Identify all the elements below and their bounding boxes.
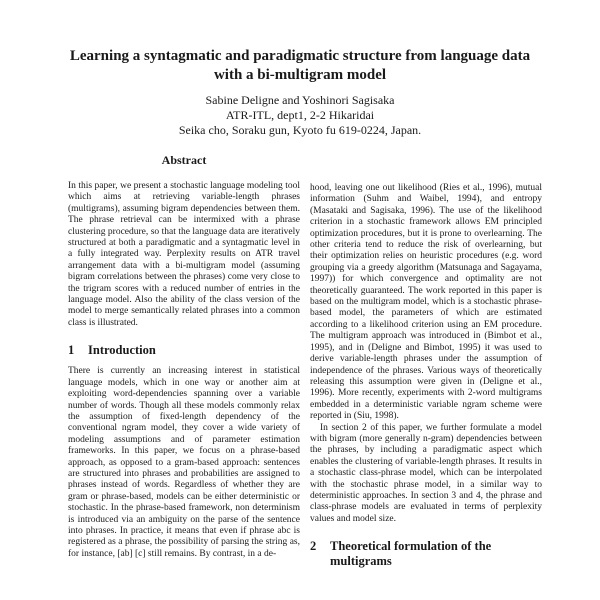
section-2-heading: [310, 539, 542, 569]
section-1-heading: [68, 343, 300, 358]
affiliation: ATR-ITL, dept1, 2-2 Hikaridai: [225, 108, 375, 122]
right-column-paragraph-2: In section 2 of this paper, we further formulate a model with bigram (more generally n-gram) dependencies between the phrases, by including a paradigmatic aspect which enables the clustering of variable-length phrases. It results in a stochastic class-phrase model, which can be interpolated with the stochastic phrase model, in a similar way to deterministic approaches. In section 3 and 4, the phrase and class-phrase models are evaluated in terms of perplexity values and model size.: [310, 422, 542, 524]
left-column: [68, 153, 300, 560]
introduction-text: There is currently an increasing interest in statistical language models, which in one way or another aim at exploiting word-dependencies spanning over a variable number of words. Though all these models commonly relax the assumption of fixed-length dependency of the conventional ngram model, they cover a wide variety of modeling assumptions and of parameter estimation frameworks. In this paper, we focus on a phrase-based approach, as opposed to a gram-based approach: sentences are structured into phrases and probabilities are assigned to phrases instead of words. Regardless of whether they are gram or phrase-based, models can be either deterministic or stochastic. In the phrase-based framework, non determinism is introduced via an ambiguity on the parse of the sentence into phrases. In practice, it means that even if phrase abc is registered as a phrase, the possibility of parsing the string as, for instance, [ab] [c] still remains. By contrast, in a de-: [68, 366, 300, 559]
abstract-heading: Abstract: [161, 153, 207, 167]
author-names: Sabine Deligne and Yoshinori Sagisaka: [205, 93, 395, 107]
author-block: [100, 93, 500, 138]
right-column: [310, 183, 542, 577]
right-column-paragraph-1: hood, leaving one out likelihood (Ries et al., 1996), mutual information (Suhm and Waibel, 1994), and entropy (Masataki and Sagisaka, 1996). The use of the likelihood criterion in a stochastic framework allows EM principled optimization procedures, but it is prone to overlearning. The other criteria tend to reduce the risk of overlearning, but their optimization relies on heuristic procedures (e.g. word grouping via a greedy algorithm (Matsunaga and Sagayama, 1997)) for which convergence and optimality are not theoretically guaranteed. The work reported in this paper is based on the multigram model, which is a stochastic phrase-based model, the parameters of which are estimated according to a likelihood criterion using an EM procedure. The multigram approach was introduced in (Bimbot et al., 1995), and in (Deligne and Bimbot, 1995) it was used to derive variable-length phrases under the assumption of independence of the phrases. Various ways of theoretically releasing this assumption were given in (Deligne et al., 1996). More recently, experiments with 2-word multigrams embedded in a deterministic variable ngram scheme were reported in (Siu, 1998).: [310, 183, 542, 422]
section-1-number: 1: [68, 343, 75, 358]
section-2-number: 2: [310, 539, 317, 554]
section-2-title: Theoretical formulation of the multigrams: [330, 539, 492, 569]
address: Seika cho, Soraku gun, Kyoto fu 619-0224, Japan.: [178, 123, 422, 137]
section-1-title: Introduction: [88, 343, 156, 358]
abstract-text: In this paper, we present a stochastic language modeling tool which aims at retrieving variable-length phrases (multigrams), assuming bigram dependencies between them. The phrase retrieval can be intermixed with a phrase clustering procedure, so that the language data are iteratively structured at both a paradigmatic and a syntagmatic level in a fully integrated way. Perplexity results on ATR travel arrangement data with a bi-multigram model (assuming bigram correlations between the phrases) come very close to the trigram scores with a reduced number of entries in the language model. Also the ability of the class version of the model to merge semantically related phrases into a common class is illustrated.: [68, 181, 300, 328]
paper-title: Learning a syntagmatic and paradigmatic structure from language data with a bi-multigram model: [69, 48, 531, 83]
